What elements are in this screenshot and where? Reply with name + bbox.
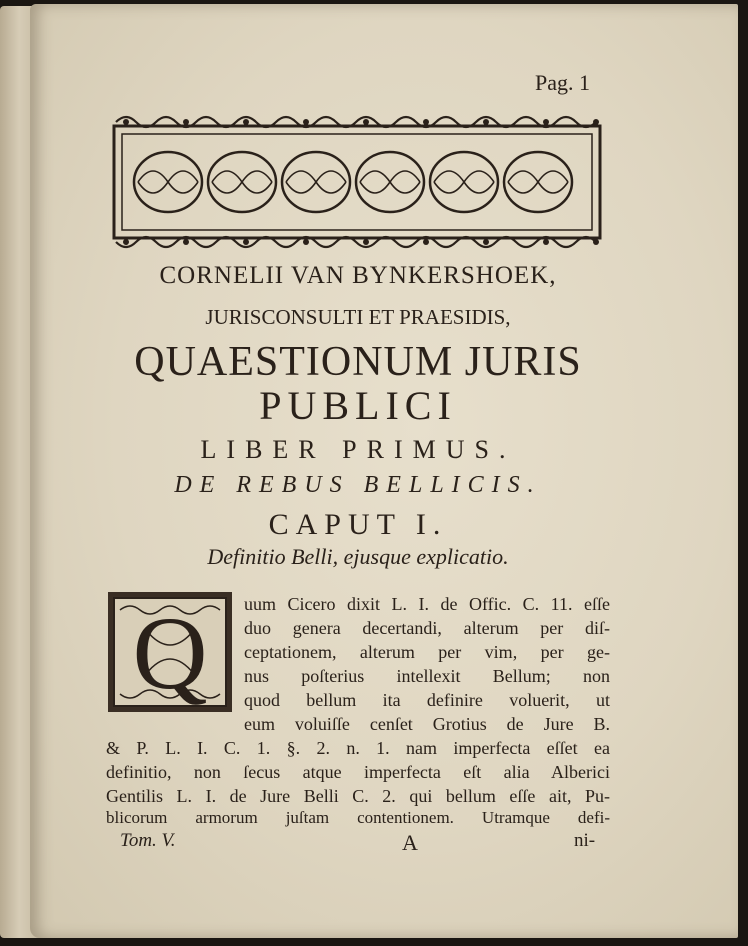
text-line: eum voluiſſe cenſet Grotius de Jure B. bbox=[244, 714, 610, 734]
text-line: Gentilis L. I. de Jure Belli C. 2. qui bellum eſſe ait, Pu- bbox=[106, 786, 610, 806]
dropcap-ornament bbox=[106, 590, 234, 714]
chapter-title: Definitio Belli, ejusque explicatio. bbox=[207, 544, 509, 569]
text-line: & P. L. I. C. 1. §. 2. n. 1. nam imperfecta eſſet ea bbox=[106, 738, 610, 758]
author-line: CORNELII VAN BYNKERSHOEK, bbox=[159, 262, 557, 289]
text-line: definitio, non ſecus atque imperfecta eſt alia Alberici bbox=[106, 762, 610, 782]
decorative-headpiece bbox=[108, 112, 606, 250]
chapter-line: CAPUT I. bbox=[268, 508, 448, 541]
text-line: quod bellum ita definire voluerit, ut bbox=[244, 690, 610, 710]
text-line: uum Cicero dixit L. I. de Offic. C. 11. eſſe bbox=[244, 594, 610, 614]
title-line-1: QUAESTIONUM JURIS bbox=[134, 339, 582, 385]
footer-catchword: ni- bbox=[574, 830, 596, 851]
text-line: blicorum armorum juſtam contentionem. Utramque defi- bbox=[106, 808, 610, 827]
text-line: duo genera decertandi, alterum per diſ- bbox=[244, 618, 610, 638]
book-line: LIBER PRIMUS. bbox=[200, 435, 516, 464]
page-number: Pag. 1 bbox=[535, 70, 590, 95]
dropcap-letter: Q bbox=[132, 596, 208, 711]
text-line: ceptationem, alterum per vim, per ge- bbox=[244, 642, 610, 662]
text-line: nus poſterius intellexit Bellum; non bbox=[244, 666, 610, 686]
title-line-2: PUBLICI bbox=[259, 383, 457, 428]
footer-volume: Tom. V. bbox=[120, 830, 176, 851]
footer-signature: A bbox=[402, 830, 418, 855]
subject-line: DE REBUS BELLICIS. bbox=[174, 472, 542, 498]
role-line: JURISCONSULTI ET PRAESIDIS, bbox=[205, 305, 511, 329]
